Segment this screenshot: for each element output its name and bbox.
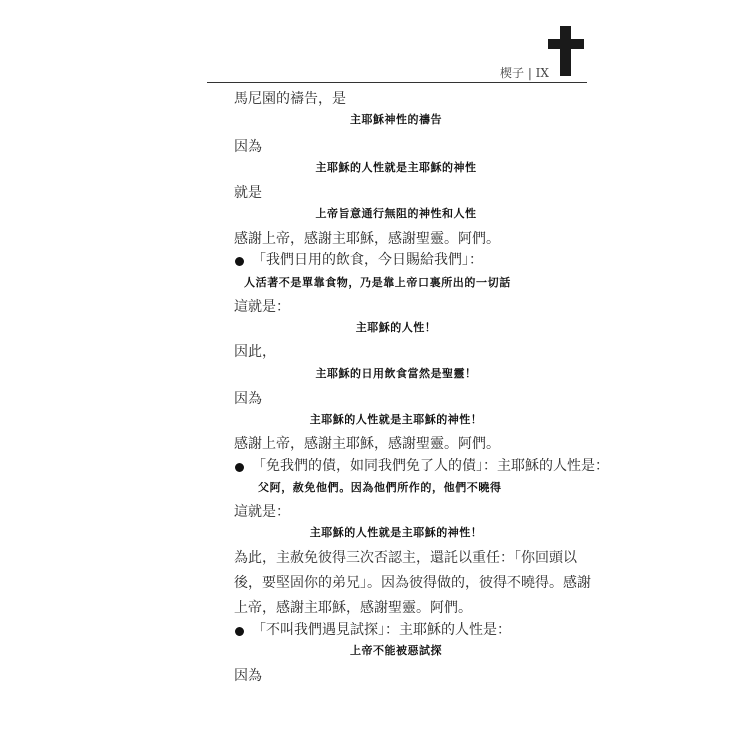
text-line: 就是 xyxy=(234,185,262,201)
petition-line: 「我們日用的飲食，今日賜給我們」： xyxy=(252,252,483,268)
header-divider xyxy=(207,82,587,83)
emphasis-line: 主耶穌的人性就是主耶穌的神性！ xyxy=(309,413,483,426)
bullet-icon xyxy=(235,627,244,636)
emphasis-line: 上帝旨意通行無阻的神性和人性 xyxy=(315,207,477,220)
text-line: 這就是： xyxy=(234,299,290,315)
paragraph-line: 上帝，感謝主耶穌，感謝聖靈。阿們。 xyxy=(234,600,472,616)
bullet-icon xyxy=(235,463,244,472)
text-line: 這就是： xyxy=(234,504,290,520)
emphasis-line: 主耶穌的人性！ xyxy=(355,321,437,334)
text-line: 馬尼園的禱告，是 xyxy=(234,91,346,107)
text-line: 因為 xyxy=(234,139,262,155)
emphasis-line: 上帝不能被惡試探 xyxy=(350,644,442,657)
emphasis-line: 人活著不是單靠食物，乃是靠上帝口裏所出的一切話 xyxy=(244,276,511,289)
emphasis-line: 主耶穌的日用飲食當然是聖靈！ xyxy=(315,367,477,380)
emphasis-line: 主耶穌的人性就是主耶穌的神性 xyxy=(315,161,477,174)
petition-line: 「不叫我們遇見試探」：主耶穌的人性是： xyxy=(252,622,511,638)
emphasis-line: 主耶穌神性的禱告 xyxy=(350,113,442,126)
text-line: 因為 xyxy=(234,668,262,684)
emphasis-line: 主耶穌的人性就是主耶穌的神性！ xyxy=(309,526,483,539)
text-line: 感謝上帝，感謝主耶穌，感謝聖靈。阿們。 xyxy=(234,231,500,247)
text-line: 感謝上帝，感謝主耶穌，感謝聖靈。阿們。 xyxy=(234,436,500,452)
text-line: 因此， xyxy=(234,344,276,360)
petition-line: 「免我們的債，如同我們免了人的債」：主耶穌的人性是： xyxy=(252,458,609,474)
text-line: 因為 xyxy=(234,391,262,407)
running-header: 楔子 | IX xyxy=(500,66,549,80)
paragraph-line: 為此，主赦免彼得三次否認主，還託以重任：「你回頭以 xyxy=(234,550,577,566)
paragraph-line: 後，要堅固你的弟兄」。因為彼得做的，彼得不曉得。感謝 xyxy=(234,575,591,591)
emphasis-line: 父阿，赦免他們。因為他們所作的，他們不曉得 xyxy=(258,481,502,494)
bullet-icon xyxy=(235,257,244,266)
